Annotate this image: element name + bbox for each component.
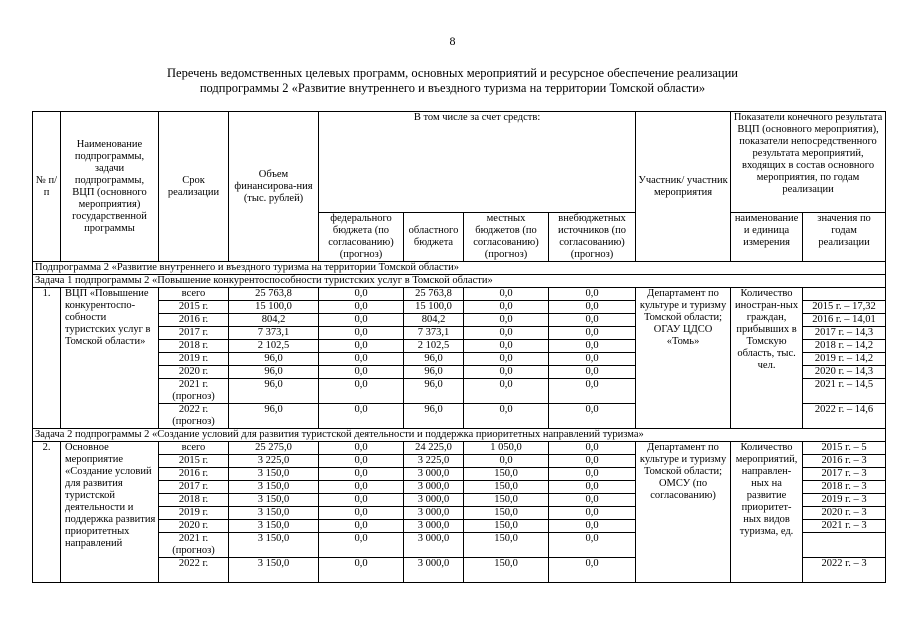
indicator-value-cell: 2019 г. – 3 xyxy=(803,494,886,507)
extra-cell: 0,0 xyxy=(549,379,636,404)
extra-cell: 0,0 xyxy=(549,366,636,379)
indicator-value-cell xyxy=(803,288,886,301)
term-cell: 2020 г. xyxy=(159,520,229,533)
table-row xyxy=(33,442,886,455)
local-cell: 0,0 xyxy=(464,340,549,353)
term-cell: 2015 г. xyxy=(159,455,229,468)
item-indicator: Количество мероприятий, направлен-ных на развитие приоритет-ных видов туризма, ед. xyxy=(731,442,803,583)
regional-cell: 3 000,0 xyxy=(404,533,464,558)
volume-cell: 96,0 xyxy=(229,404,319,429)
local-cell: 150,0 xyxy=(464,520,549,533)
indicator-value-cell: 2015 г. – 5 xyxy=(803,442,886,455)
volume-cell: 15 100,0 xyxy=(229,301,319,314)
indicator-value-cell: 2018 г. – 3 xyxy=(803,481,886,494)
header-name: Наименование подпрограммы, задачи подпрограммы, ВЦП (основного мероприятия) государственной программы xyxy=(61,112,159,262)
term-cell: 2017 г. xyxy=(159,481,229,494)
regional-cell: 24 225,0 xyxy=(404,442,464,455)
item-number: 1. xyxy=(33,288,61,429)
local-cell: 150,0 xyxy=(464,481,549,494)
program-table xyxy=(32,111,886,583)
volume-cell: 3 150,0 xyxy=(229,520,319,533)
item-participant: Департамент по культуре и туризму Томской области; ОГАУ ЦДСО «Томь» xyxy=(636,288,731,429)
regional-cell: 96,0 xyxy=(404,353,464,366)
local-cell: 0,0 xyxy=(464,314,549,327)
header-volume: Объем финансирова-ния (тыс. рублей) xyxy=(229,112,319,262)
volume-cell: 3 150,0 xyxy=(229,533,319,558)
item-name: ВЦП «Повышение конкурентоспо-собности туристских услуг в Томской области» xyxy=(61,288,159,429)
federal-cell: 0,0 xyxy=(319,481,404,494)
extra-cell: 0,0 xyxy=(549,288,636,301)
federal-cell: 0,0 xyxy=(319,366,404,379)
federal-cell: 0,0 xyxy=(319,494,404,507)
term-cell: всего xyxy=(159,288,229,301)
regional-cell: 3 000,0 xyxy=(404,468,464,481)
indicator-value-cell: 2016 г. – 14,01 xyxy=(803,314,886,327)
regional-cell: 3 000,0 xyxy=(404,558,464,583)
term-cell: 2019 г. xyxy=(159,507,229,520)
header-term: Срок реализации xyxy=(159,112,229,262)
federal-cell: 0,0 xyxy=(319,558,404,583)
local-cell: 0,0 xyxy=(464,455,549,468)
local-cell: 0,0 xyxy=(464,404,549,429)
extra-cell: 0,0 xyxy=(549,340,636,353)
extra-cell: 0,0 xyxy=(549,327,636,340)
local-cell: 0,0 xyxy=(464,353,549,366)
subprogram-row: Подпрограмма 2 «Развитие внутреннего и въездного туризма на территории Томской области» xyxy=(33,262,886,275)
federal-cell: 0,0 xyxy=(319,520,404,533)
term-cell: 2022 г. (прогноз) xyxy=(159,404,229,429)
regional-cell: 7 373,1 xyxy=(404,327,464,340)
term-cell: 2022 г. xyxy=(159,558,229,583)
regional-cell: 96,0 xyxy=(404,379,464,404)
page-number: 8 xyxy=(449,34,456,48)
regional-cell: 3 225,0 xyxy=(404,455,464,468)
item-participant: Департамент по культуре и туризму Томской области; ОМСУ (по согласованию) xyxy=(636,442,731,583)
extra-cell: 0,0 xyxy=(549,468,636,481)
federal-cell: 0,0 xyxy=(319,327,404,340)
task1-row: Задача 1 подпрограммы 2 «Повышение конкурентоспособности туристских услуг в Томской области» xyxy=(33,275,886,288)
volume-cell: 96,0 xyxy=(229,366,319,379)
local-cell: 0,0 xyxy=(464,301,549,314)
indicator-value-cell: 2018 г. – 14,2 xyxy=(803,340,886,353)
regional-cell: 3 000,0 xyxy=(404,520,464,533)
federal-cell: 0,0 xyxy=(319,353,404,366)
local-cell: 0,0 xyxy=(464,366,549,379)
federal-cell: 0,0 xyxy=(319,314,404,327)
title-line-2: подпрограммы 2 «Развитие внутреннего и въездного туризма на территории Томской области» xyxy=(199,81,706,95)
local-cell: 150,0 xyxy=(464,494,549,507)
regional-cell: 804,2 xyxy=(404,314,464,327)
extra-cell: 0,0 xyxy=(549,404,636,429)
federal-cell: 0,0 xyxy=(319,379,404,404)
term-cell: 2019 г. xyxy=(159,353,229,366)
extra-cell: 0,0 xyxy=(549,455,636,468)
volume-cell: 804,2 xyxy=(229,314,319,327)
federal-cell: 0,0 xyxy=(319,301,404,314)
regional-cell: 96,0 xyxy=(404,404,464,429)
indicator-value-cell: 2021 г. – 3 xyxy=(803,520,886,533)
indicator-value-cell: 2015 г. – 17,32 xyxy=(803,301,886,314)
header-extra: внебюджетных источников (по согласованию) (прогноз) xyxy=(549,213,636,262)
regional-cell: 3 000,0 xyxy=(404,481,464,494)
header-num: № п/п xyxy=(33,112,61,262)
local-cell: 150,0 xyxy=(464,468,549,481)
local-cell: 0,0 xyxy=(464,288,549,301)
volume-cell: 3 225,0 xyxy=(229,455,319,468)
local-cell: 150,0 xyxy=(464,507,549,520)
local-cell: 0,0 xyxy=(464,379,549,404)
volume-cell: 3 150,0 xyxy=(229,481,319,494)
term-cell: 2021 г. (прогноз) xyxy=(159,379,229,404)
header-indicator-values: значения по годам реализации xyxy=(803,213,886,262)
extra-cell: 0,0 xyxy=(549,442,636,455)
indicator-value-cell: 2016 г. – 3 xyxy=(803,455,886,468)
term-cell: всего xyxy=(159,442,229,455)
local-cell: 150,0 xyxy=(464,558,549,583)
item-indicator: Количество иностран-ных граждан, прибывших в Томскую область, тыс. чел. xyxy=(731,288,803,429)
table-row xyxy=(33,288,886,301)
indicator-value-cell: 2017 г. – 3 xyxy=(803,468,886,481)
term-cell: 2016 г. xyxy=(159,314,229,327)
header-indicator-name: наименование и единица измерения xyxy=(731,213,803,262)
extra-cell: 0,0 xyxy=(549,520,636,533)
header-local: местных бюджетов (по согласованию) (прогноз) xyxy=(464,213,549,262)
term-cell: 2021 г. (прогноз) xyxy=(159,533,229,558)
term-cell: 2015 г. xyxy=(159,301,229,314)
indicator-value-cell: 2017 г. – 14,3 xyxy=(803,327,886,340)
federal-cell: 0,0 xyxy=(319,288,404,301)
header-regional: областного бюджета xyxy=(404,213,464,262)
extra-cell: 0,0 xyxy=(549,558,636,583)
indicator-value-cell xyxy=(803,533,886,558)
term-cell: 2020 г. xyxy=(159,366,229,379)
volume-cell: 2 102,5 xyxy=(229,340,319,353)
volume-cell: 3 150,0 xyxy=(229,468,319,481)
regional-cell: 15 100,0 xyxy=(404,301,464,314)
item-name: Основное мероприятие «Создание условий для развития туристской деятельности и поддержка развития приоритетных направлений xyxy=(61,442,159,583)
volume-cell: 3 150,0 xyxy=(229,494,319,507)
extra-cell: 0,0 xyxy=(549,507,636,520)
local-cell: 0,0 xyxy=(464,327,549,340)
term-cell: 2017 г. xyxy=(159,327,229,340)
extra-cell: 0,0 xyxy=(549,481,636,494)
federal-cell: 0,0 xyxy=(319,533,404,558)
indicator-value-cell: 2020 г. – 3 xyxy=(803,507,886,520)
header-indicators: Показатели конечного результата ВЦП (основного мероприятия), показатели непосредственного результата мероприятий, входящих в состав основного мероприятия, по годам реализации xyxy=(731,112,886,213)
task2-row: Задача 2 подпрограммы 2 «Создание условий для развития туристской деятельности и поддержка приоритетных направлений туризма» xyxy=(33,429,886,442)
regional-cell: 25 763,8 xyxy=(404,288,464,301)
volume-cell: 25 763,8 xyxy=(229,288,319,301)
indicator-value-cell: 2021 г. – 14,5 xyxy=(803,379,886,404)
extra-cell: 0,0 xyxy=(549,494,636,507)
extra-cell: 0,0 xyxy=(549,301,636,314)
regional-cell: 3 000,0 xyxy=(404,494,464,507)
header-participant: Участник/ участник мероприятия xyxy=(636,112,731,262)
regional-cell: 2 102,5 xyxy=(404,340,464,353)
title-line-1: Перечень ведомственных целевых программ, основных мероприятий и ресурсное обеспечение реализации xyxy=(167,66,738,80)
local-cell: 150,0 xyxy=(464,533,549,558)
volume-cell: 3 150,0 xyxy=(229,558,319,583)
document-title xyxy=(60,66,845,96)
federal-cell: 0,0 xyxy=(319,340,404,353)
extra-cell: 0,0 xyxy=(549,533,636,558)
volume-cell: 96,0 xyxy=(229,379,319,404)
term-cell: 2016 г. xyxy=(159,468,229,481)
volume-cell: 7 373,1 xyxy=(229,327,319,340)
regional-cell: 96,0 xyxy=(404,366,464,379)
federal-cell: 0,0 xyxy=(319,404,404,429)
federal-cell: 0,0 xyxy=(319,455,404,468)
federal-cell: 0,0 xyxy=(319,442,404,455)
local-cell: 1 050,0 xyxy=(464,442,549,455)
indicator-value-cell: 2020 г. – 14,3 xyxy=(803,366,886,379)
indicator-value-cell: 2022 г. – 3 xyxy=(803,558,886,583)
indicator-value-cell: 2022 г. – 14,6 xyxy=(803,404,886,429)
federal-cell: 0,0 xyxy=(319,507,404,520)
volume-cell: 3 150,0 xyxy=(229,507,319,520)
indicator-value-cell: 2019 г. – 14,2 xyxy=(803,353,886,366)
header-including: В том числе за счет средств: xyxy=(319,112,636,213)
volume-cell: 96,0 xyxy=(229,353,319,366)
volume-cell: 25 275,0 xyxy=(229,442,319,455)
federal-cell: 0,0 xyxy=(319,468,404,481)
regional-cell: 3 000,0 xyxy=(404,507,464,520)
extra-cell: 0,0 xyxy=(549,353,636,366)
term-cell: 2018 г. xyxy=(159,494,229,507)
term-cell: 2018 г. xyxy=(159,340,229,353)
item-number: 2. xyxy=(33,442,61,583)
extra-cell: 0,0 xyxy=(549,314,636,327)
header-federal: федерального бюджета (по согласованию) (прогноз) xyxy=(319,213,404,262)
